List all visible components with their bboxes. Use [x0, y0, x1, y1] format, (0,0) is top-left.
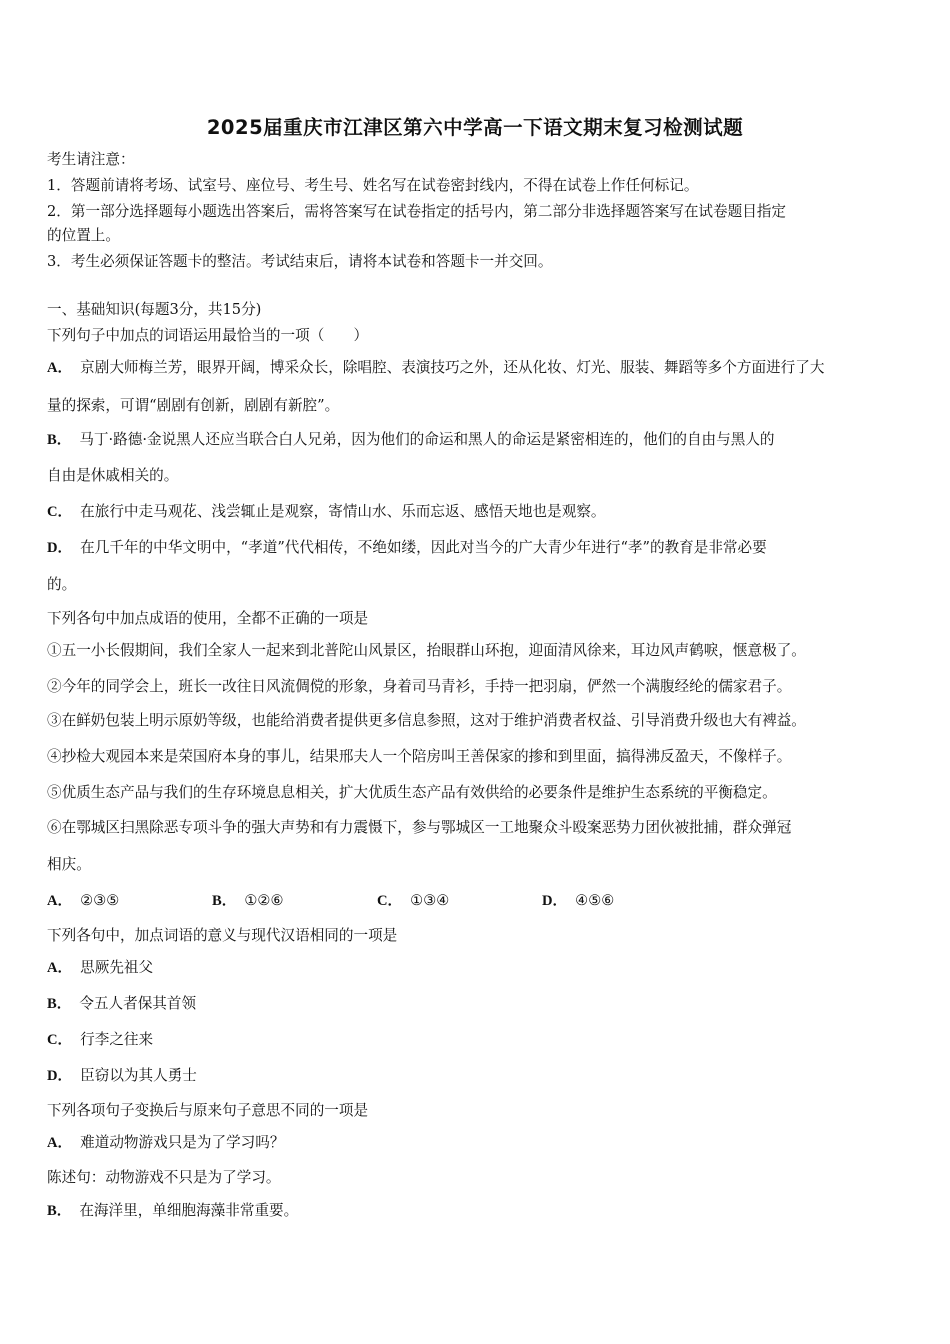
q3-option-c — [47, 1030, 153, 1050]
option-label: A． — [47, 893, 73, 909]
q1-option-a — [47, 358, 824, 378]
q2-sentence-3: ③在鲜奶包装上明示原奶等级，也能给消费者提供更多信息参照，这对于维护消费者权益、引导消费升级也大有裨益。 — [47, 712, 806, 729]
q2-choice-b — [212, 891, 284, 911]
option-label: B． — [47, 432, 72, 448]
option-label: A． — [47, 1135, 73, 1151]
option-text: 思厥先祖父 — [80, 959, 154, 976]
q1-option-d — [47, 538, 767, 558]
option-label: B． — [212, 893, 237, 909]
option-label: A． — [47, 360, 73, 376]
option-text: 京剧大师梅兰芳，眼界开阔，博采众长，除唱腔、表演技巧之外，还从化妆、灯光、服装、舞蹈等多个方面进行了大 — [80, 359, 825, 376]
option-label: D． — [47, 540, 73, 556]
option-label: D． — [542, 893, 568, 909]
q1-option-b-cont: 自由是休戚相关的。 — [47, 467, 179, 484]
option-label: A． — [47, 960, 73, 976]
q2-sentence-4: ④抄检大观园本来是荣国府本身的事儿，结果邢夫人一个陪房叫王善保家的掺和到里面，搞得沸反盈天，不像样子。 — [47, 748, 792, 765]
q3-stem: 下列各句中，加点词语的意义与现代汉语相同的一项是 — [47, 927, 398, 944]
option-text: 令五人者保其首领 — [79, 995, 197, 1012]
q3-option-d — [47, 1066, 197, 1086]
q1-option-a-cont: 量的探索，可谓“剧剧有创新，剧剧有新腔”。 — [47, 397, 340, 414]
option-label: B． — [47, 996, 72, 1012]
notice-item-3: 3．考生必须保证答题卡的整洁。考试结束后，请将本试卷和答题卡一并交回。 — [47, 253, 553, 270]
option-text: 马丁·路德·金说黑人还应当联合白人兄弟，因为他们的命运和黑人的命运是紧密相连的，他们的自由与黑人的 — [79, 431, 775, 448]
section-heading: 一、基础知识(每题3分，共15分) — [47, 301, 262, 318]
option-text: ②③⑤ — [80, 892, 120, 909]
option-text: ①③④ — [410, 892, 450, 909]
q2-choice-a — [47, 891, 119, 911]
option-text: 臣窃以为其人勇士 — [80, 1067, 197, 1084]
q1-option-b — [47, 430, 775, 450]
q1-option-c — [47, 502, 606, 522]
notice-item-2: 2．第一部分选择题每小题选出答案后，需将答案写在试卷指定的括号内，第二部分非选择题答案写在试卷题目指定 — [47, 203, 786, 220]
option-text: 难道动物游戏只是为了学习吗？ — [80, 1134, 285, 1151]
q4-option-a-restatement: 陈述句：动物游戏不只是为了学习。 — [47, 1169, 281, 1186]
option-text: 行李之往来 — [80, 1031, 154, 1048]
q2-choice-d — [542, 891, 614, 911]
q4-stem: 下列各项句子变换后与原来句子意思不同的一项是 — [47, 1102, 369, 1119]
q3-option-a — [47, 958, 153, 978]
page-title: 2025届重庆市江津区第六中学高一下语文期末复习检测试题 — [206, 116, 744, 139]
option-text: 在旅行中走马观花、浅尝辄止是观察，寄情山水、乐而忘返、感悟天地也是观察。 — [80, 503, 606, 520]
option-text: ④⑤⑥ — [575, 892, 615, 909]
option-label: C． — [47, 504, 73, 520]
option-label: C． — [47, 1032, 73, 1048]
notice-item-1: 1．答题前请将考场、试室号、座位号、考生号、姓名写在试卷密封线内，不得在试卷上作任何标记。 — [47, 177, 699, 194]
q2-stem: 下列各句中加点成语的使用，全都不正确的一项是 — [47, 610, 369, 627]
q2-sentence-6: ⑥在鄂城区扫黑除恶专项斗争的强大声势和有力震慑下，参与鄂城区一工地聚众斗殴案恶势力团伙被批捕，群众弹冠 — [47, 819, 792, 836]
option-label: B． — [47, 1203, 72, 1219]
q2-sentence-5: ⑤优质生态产品与我们的生存环境息息相关，扩大优质生态产品有效供给的必要条件是维护生态系统的平衡稳定。 — [47, 784, 777, 801]
q2-choice-c — [377, 891, 449, 911]
notice-item-2-cont: 的位置上。 — [47, 227, 120, 244]
q4-option-b — [47, 1201, 298, 1221]
option-text: 在几千年的中华文明中，“孝道”代代相传，不绝如缕，因此对当今的广大青少年进行“孝”的教育是非常必要 — [80, 539, 767, 556]
q2-sentence-2: ②今年的同学会上，班长一改往日风流倜傥的形象，身着司马青衫，手持一把羽扇，俨然一个满腹经纶的儒家君子。 — [47, 678, 792, 695]
q1-option-d-cont: 的。 — [47, 576, 77, 593]
q4-option-a — [47, 1133, 284, 1153]
option-label: D． — [47, 1068, 73, 1084]
q3-option-b — [47, 994, 196, 1014]
q2-sentence-1: ①五一小长假期间，我们全家人一起来到北普陀山风景区，抬眼群山环抱，迎面清风徐来，耳边风声鹤唳，惬意极了。 — [47, 642, 806, 659]
notice-header: 考生请注意： — [47, 151, 135, 168]
option-label: C． — [377, 893, 403, 909]
q1-stem: 下列句子中加点的词语运用最恰当的一项（ ） — [47, 327, 369, 344]
q2-sentence-6-cont: 相庆。 — [47, 856, 91, 873]
option-text: ①②⑥ — [244, 892, 284, 909]
option-text: 在海洋里，单细胞海藻非常重要。 — [79, 1202, 299, 1219]
